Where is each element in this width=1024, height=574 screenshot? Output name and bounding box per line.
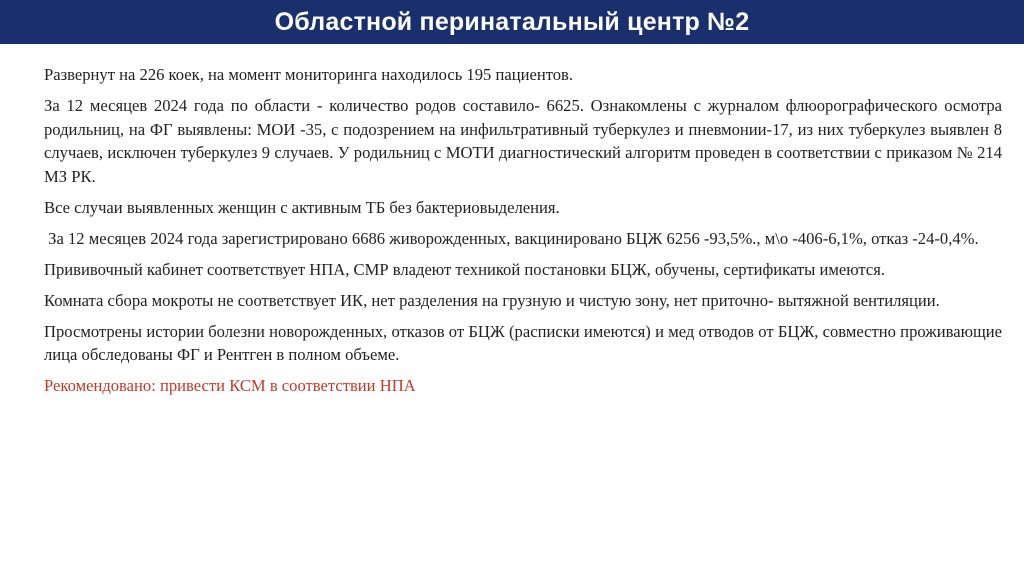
- title-bar: [0, 0, 1024, 44]
- paragraph-active-tb: Все случаи выявленных женщин с активным ТБ без бактериовыделения.: [44, 197, 560, 217]
- recommendation-text: Рекомендовано: привести КСМ в соответствии НПА: [44, 376, 416, 395]
- slide-body: [44, 63, 1002, 405]
- paragraph-case-histories: Просмотрены истории болезни новорожденных, отказов от БЦЖ (расписки имеются) и мед отводов от БЦЖ, совместно проживающие лица обследованы ФГ и Рентген в полном объеме.: [44, 321, 1002, 364]
- paragraph-sputum-room: Комната сбора мокроты не соответствует ИК, нет разделения на грузную и чистую зону, нет приточно- вытяжной вентиляции.: [44, 290, 940, 310]
- page-title: Областной перинатальный центр №2: [274, 7, 750, 36]
- paragraph-beds: Развернут на 226 коек, на момент мониторинга находилось 195 пациентов.: [44, 65, 574, 84]
- paragraph-vaccination-room: Прививочный кабинет соответствует НПА, СМР владеют техникой постановки БЦЖ, обучены, сертификаты имеются.: [44, 259, 885, 279]
- paragraph-births: За 12 месяцев 2024 года по области - количество родов составило- 6625. Ознакомлены с журналом флюорографического осмотра родильниц, на ФГ выявлены: МОИ -35, с подозрением на инфильтративный туберкулез и пневмонии-17, из них туберкулез выявлен 8 случаев, исключен туберкулез 9 случаев. У родильниц с МОТИ диагностический алгоритм проведен в соответствии с приказом № 214 МЗ РК.: [44, 96, 1002, 186]
- paragraph-vaccination: За 12 месяцев 2024 года зарегистрировано 6686 живорожденных, вакцинировано БЦЖ 6256 -93,5%., м\о -406-6,1%, отказ -24-0,4%.: [44, 228, 979, 248]
